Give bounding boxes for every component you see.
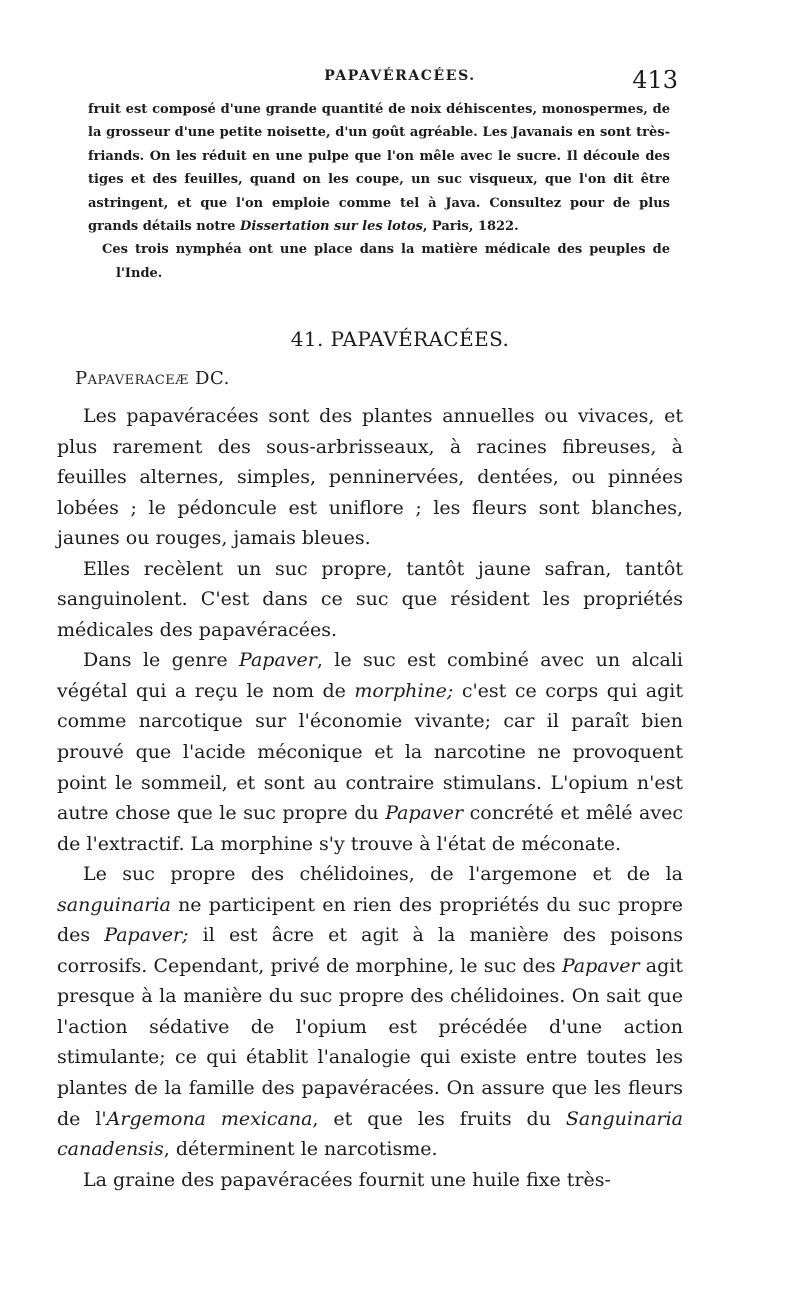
family-authority: DC. xyxy=(195,368,230,389)
main-text xyxy=(57,401,683,1195)
paragraph-1: Les papavéracées sont des plantes annuelles ou vivaces, et plus rarement des sous-arbrisseaux, à racines fibreuses, à feuilles alternes, simples, penninervées, dentées, ou pinnées lobées ; le pédoncule est uniflore ; les fleurs sont blanches, jaunes ou rouges, jamais bleues. xyxy=(57,405,683,550)
italic-title: Dissertation sur les lotos xyxy=(240,219,423,235)
page-header xyxy=(0,66,800,96)
page-number: 413 xyxy=(632,66,678,94)
small-paragraph: Ces trois nymphéa ont une place dans la matière médicale des peuples de l'Inde. xyxy=(102,242,670,281)
footnote-continuation xyxy=(88,98,670,285)
section-heading: 41. PAPAVÉRACÉES. xyxy=(290,327,510,351)
paragraph-4: Le suc propre des chélidoines, de l'argemone et de la sanguinaria ne participent en rien des propriétés du suc propre des Papaver; il est âcre et agit à la manière des poisons corrosifs. Cependant, privé de morphine, le suc des Papaver agit presque à la manière du suc propre des chélidoines. On sait que l'action sédative de l'opium est précédée d'une action stimulante; ce qui établit l'analogie qui existe entre toutes les plantes de la famille des papavéracées. On assure que les fleurs de l'Argemona mexicana, et que les fruits du Sanguinaria canadensis, déterminent le narcotisme. xyxy=(57,863,684,1161)
running-head: PAPAVÉRACÉES. xyxy=(324,68,476,84)
paragraph-2: Elles recèlent un suc propre, tantôt jaune safran, tantôt sanguinolent. C'est dans ce suc que résident les propriétés médicales des papavéracées. xyxy=(57,557,683,641)
paragraph-3: Dans le genre Papaver, le suc est combiné avec un alcali végétal qui a reçu le nom de morphine; c'est ce corps qui agit comme narcotique sur l'économie vivante; car il paraît bien prouvé que l'acide méconique et la narcotine ne provoquent point le sommeil, et sont au contraire stimulans. L'opium n'est autre chose que le suc propre du Papaver concrété et mêlé avec de l'extractif. La morphine s'y trouve à l'état de méconate. xyxy=(57,649,684,855)
family-latin-name: Papaveraceæ xyxy=(75,368,189,389)
paragraph-5: La graine des papavéracées fournit une huile fixe très- xyxy=(83,1168,611,1191)
family-name xyxy=(75,368,230,389)
small-paragraph: fruit est composé d'une grande quantité de noix déhiscentes, monospermes, de la grosseur d'une petite noisette, d'un goût agréable. Les Javanais en sont très-friands. On les réduit en une pulpe que l'on mêle avec le sucre. Il découle des tiges et des feuilles, quand on les coupe, un suc visqueux, que l'on dit être astringent, et que l'on emploie comme tel à Java. Consultez pour de plus grands détails notre Dissertation sur les lotos, Paris, 1822. xyxy=(88,102,670,235)
